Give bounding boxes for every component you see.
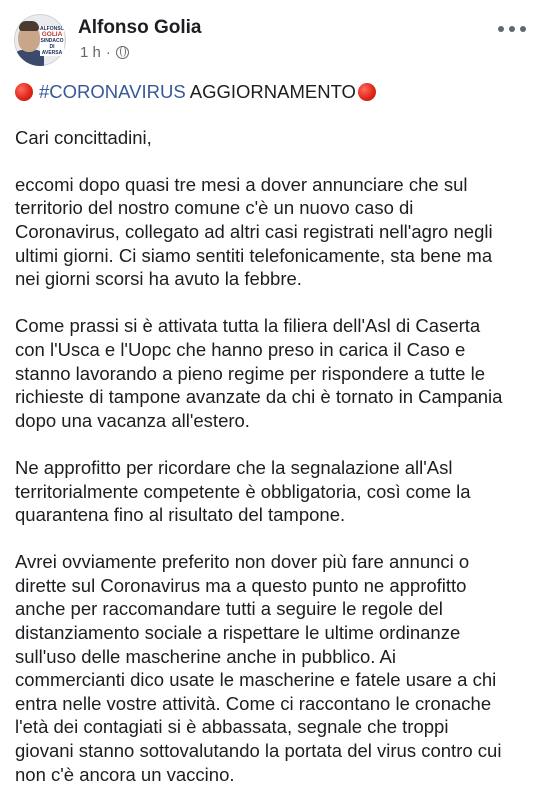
more-dot — [520, 26, 526, 32]
sign-line-3: SINDACO — [40, 38, 64, 44]
red-circle-icon — [15, 83, 33, 101]
post-paragraph: Cari concittadini, — [15, 126, 152, 148]
sign-line-4: DI AVERSA — [41, 44, 63, 56]
post-time[interactable]: 1 h — [80, 44, 101, 61]
red-circle-icon — [358, 83, 376, 101]
hashtag-link[interactable]: #CORONAVIRUS — [39, 81, 186, 102]
sign-line-1: ALFONSO — [40, 26, 65, 32]
post-paragraph: Ne approfitto per ricordare che la segnalazione all'Asl territorialmente competente è obbligatoria, così come la quarantena fino al risultato del tampone. — [15, 456, 471, 526]
globe-icon[interactable] — [116, 46, 129, 59]
post-header — [0, 0, 542, 78]
sign-line-2: GOLIA — [41, 31, 63, 38]
post-headline — [15, 80, 533, 104]
post-paragraph: Come prassi si è attivata tutta la filiera dell'Asl di Caserta con l'Usca e l'Uopc che hanno preso in carica il Caso e stanno lavorando a pieno regime per rispondere a tutte le richieste di tampone avanzate da chi è tornato in Campania dopo una vacanza all'estero. — [15, 315, 503, 431]
post-meta — [80, 44, 129, 61]
author-name[interactable]: Alfonso Golia — [78, 17, 202, 38]
post-body — [15, 80, 533, 810]
avatar-campaign-sign — [40, 26, 64, 56]
more-dot — [498, 26, 504, 32]
more-dot — [509, 26, 515, 32]
more-options-icon[interactable] — [498, 26, 526, 32]
author-avatar[interactable] — [14, 14, 66, 66]
avatar-hair — [19, 21, 39, 31]
post-paragraph: eccomi dopo quasi tre mesi a dover annunciare che sul territorio del nostro comune c'è un nuovo caso di Coronavirus, collegato ad altri casi registrati nell'agro negli ultimi giorni. Ci siamo sentiti telefonicamente, sta bene ma nei giorni scorsi ha avuto la febbre. — [15, 173, 493, 290]
meta-separator: · — [105, 44, 111, 61]
post-paragraph: Avrei ovviamente preferito non dover più fare annunci o dirette sul Coronavirus ma a questo punto ne approfitto anche per raccomandare tutti a seguire le regole del distanziamento sociale a rispettare le ultime ordinanze sull'uso delle mascherine anche in pubblico. Ai commercianti dico usate le mascherine e fatele usare a chi entra nelle vostre attività. Come ci raccontano le cronache l'età dei contagiati si è abbassata, segnale che troppi giovani stanno sottovalutando la portata del virus contro cui non c'è ancora un vaccino. — [15, 551, 502, 785]
headline-text: AGGIORNAMENTO — [185, 81, 356, 102]
